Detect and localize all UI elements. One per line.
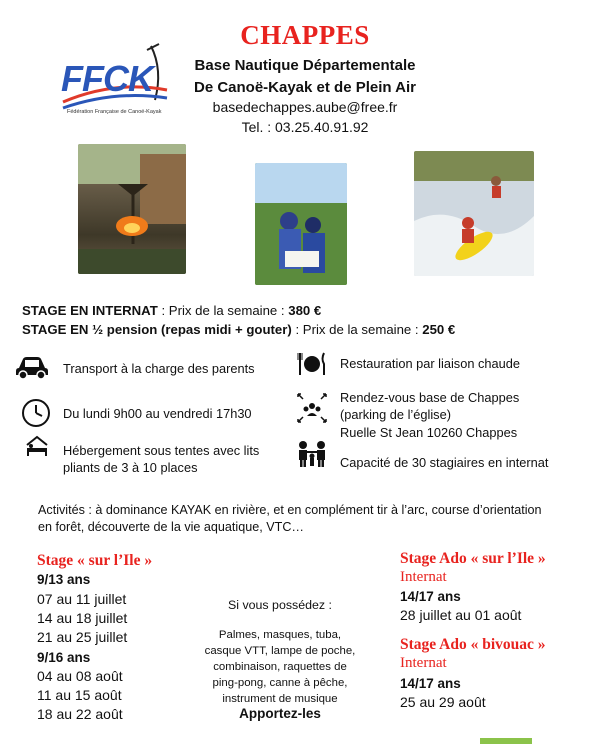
stage-ile-date-4: 04 au 08 août: [37, 668, 123, 684]
cutlery-plate-icon: [297, 351, 327, 382]
stage-ado-ile-date: 28 juillet au 01 août: [400, 607, 522, 623]
equipment-list: [190, 627, 370, 707]
phone-number: Tel. : 03.25.40.91.92: [241, 119, 369, 135]
pricing-demi-label: STAGE EN ½ pension (repas midi + gouter): [22, 322, 292, 337]
stage-ile-date-6: 18 au 22 août: [37, 706, 123, 722]
feature-lodging-line2: pliants de 3 à 10 places: [63, 460, 198, 475]
subtitle-line-1: Base Nautique Départementale: [194, 57, 416, 74]
equipment-line-3: combinaison, raquettes de: [213, 661, 347, 673]
campfire-icon: [78, 144, 186, 274]
stage-ado-ile-title: Stage Ado « sur l’Ile »: [400, 550, 546, 567]
stage-ado-bivouac-title: Stage Ado « bivouac »: [400, 636, 546, 653]
activities-line1: Activités : à dominance KAYAK en rivière, et en complément tir à l’arc, course d’orientation: [38, 503, 542, 517]
feature-lodging-line1: Hébergement sous tentes avec lits: [63, 443, 260, 458]
equipment-intro: Si vous possédez :: [227, 598, 332, 612]
equipment-line-1: Palmes, masques, tuba,: [218, 629, 342, 641]
pricing-internat-price: 380 €: [288, 303, 322, 318]
car-icon: [15, 354, 49, 385]
page-title: CHAPPES: [240, 20, 370, 50]
stage-ado-bivouac-age: 14/17 ans: [400, 676, 461, 691]
stage-ile-title: Stage « sur l’Ile »: [37, 552, 153, 569]
pricing-demi-price: 250 €: [422, 322, 456, 337]
stage-ado-ile-sub: Internat: [400, 569, 447, 585]
group-people-icon: [296, 440, 328, 473]
ffck-logo: [55, 40, 175, 125]
photo-campfire: [78, 144, 186, 274]
clock-icon: [21, 398, 51, 433]
equipment-line-2: casque VTT, lampe de poche,: [204, 645, 356, 657]
subtitle-line-2: De Canoë-Kayak et de Plein Air: [193, 79, 417, 96]
stage-ile-age-2: 9/16 ans: [37, 650, 91, 665]
feature-meet-line1: Rendez-vous base de Chappes: [340, 390, 520, 405]
orientation-photo-graphic: [255, 163, 347, 285]
meeting-group-icon: [296, 392, 328, 429]
pricing-internat-text: : Prix de la semaine :: [157, 303, 289, 318]
photo-orientation: [255, 163, 347, 285]
feature-schedule: Du lundi 9h00 au vendredi 17h30: [63, 406, 252, 421]
decorative-green-bar: [480, 738, 532, 744]
equipment-line-4: ping-pong, canne à pêche,: [212, 677, 348, 689]
stage-ile-date-5: 11 au 15 août: [37, 687, 122, 703]
bed-tent-icon: [24, 434, 50, 465]
stage-ado-bivouac-sub: Internat: [400, 655, 447, 671]
pricing-demi-pension: [22, 322, 455, 337]
pricing-internat: [22, 303, 321, 318]
email-link[interactable]: basedechappes.aube@free.fr: [212, 99, 398, 115]
photo-kayak: [414, 151, 534, 276]
feature-food: Restauration par liaison chaude: [340, 356, 520, 371]
feature-meet-line2: (parking de l’église): [340, 407, 451, 422]
feature-transport: Transport à la charge des parents: [63, 361, 255, 376]
equipment-cta: Apportez-les: [239, 706, 321, 721]
pricing-demi-text: : Prix de la semaine :: [291, 322, 423, 337]
equipment-line-5: instrument de musique: [222, 693, 338, 705]
stage-ado-ile-age: 14/17 ans: [400, 589, 461, 604]
stage-ile-date-3: 21 au 25 juillet: [37, 629, 128, 645]
ffck-logo-text: FFCK: [61, 58, 153, 99]
ffck-logo-caption: Fédération Française de Canoë-Kayak: [67, 109, 162, 115]
pricing-internat-label: STAGE EN INTERNAT: [22, 303, 158, 318]
activities-line2: en forêt, découverte de la vie aquatique, VTC…: [38, 520, 305, 534]
stage-ado-bivouac-date: 25 au 29 août: [400, 694, 486, 710]
kayak-photo-graphic: [414, 151, 534, 276]
stage-ile-date-1: 07 au 11 juillet: [37, 591, 127, 607]
feature-meet-line3: Ruelle St Jean 10260 Chappes: [340, 425, 518, 440]
stage-ile-date-2: 14 au 18 juillet: [37, 610, 128, 626]
stage-ile-age-1: 9/13 ans: [37, 572, 91, 587]
feature-capacity: Capacité de 30 stagiaires en internat: [340, 455, 549, 470]
